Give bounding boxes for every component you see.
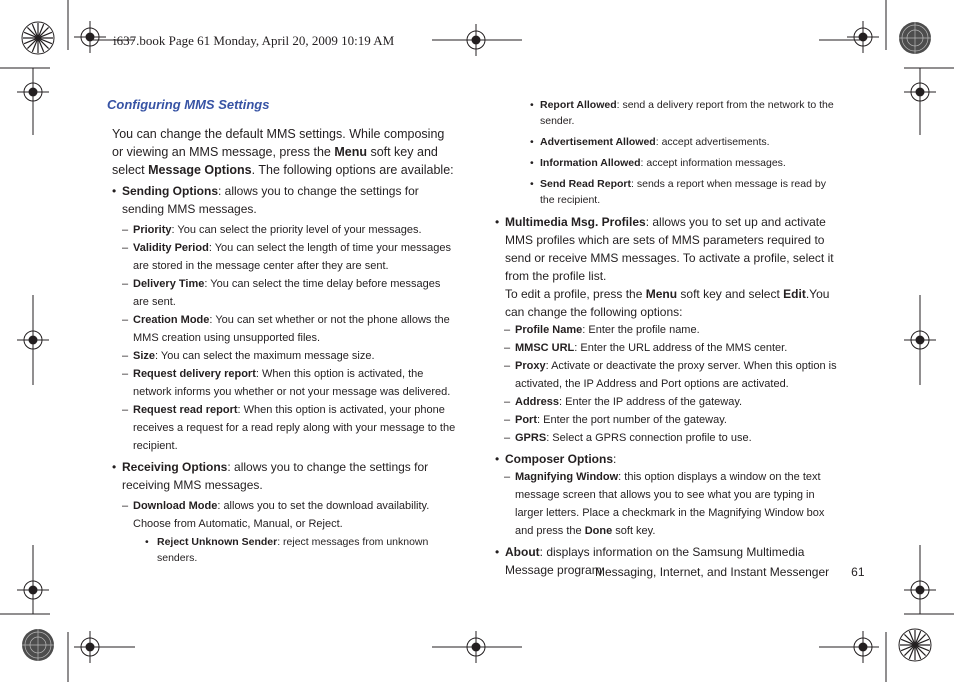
validity-period-item: – Validity Period: You can select the length of time your messages are stored in the message center after they are sent. — [107, 239, 457, 275]
magnifying-window-item: – Magnifying Window: this option displays a window on the text message screen that allows you to see what you are typing in larger letters. Place a checkmark in the Magnifying Window box and press the Done soft key. — [495, 468, 840, 540]
page-number: 61 — [851, 565, 865, 579]
receiving-options-item: • Receiving Options: allows you to change the settings for receiving MMS messages. — [107, 458, 457, 494]
request-read-report-item: – Request read report: When this option is activated, your phone receives a request for a read reply along with your message to the recipient. — [107, 401, 457, 455]
section-title: Configuring MMS Settings — [107, 97, 270, 112]
report-allowed-item: • Report Allowed: send a delivery report from the network to the sender. — [495, 97, 840, 129]
proxy-item: – Proxy: Activate or deactivate the proxy server. When this option is activated, the IP Address and Port options are activated. — [495, 357, 840, 393]
sending-options-item: • Sending Options: allows you to change the settings for sending MMS messages. — [107, 182, 457, 218]
mmsc-url-item: – MMSC URL: Enter the URL address of the MMS center. — [495, 339, 840, 357]
about-item: • About: displays information on the Samsung Multimedia Message program. — [495, 543, 840, 579]
address-item: – Address: Enter the IP address of the gateway. — [495, 393, 840, 411]
mms-profiles-item: • Multimedia Msg. Profiles: allows you to set up and activate MMS profiles which are sets of MMS parameters required to send or receive MMS messages. To activate a profile, select it from the profile list. — [495, 213, 840, 285]
request-delivery-report-item: – Request delivery report: When this option is activated, the network informs you whether or not your message was delivered. — [107, 365, 457, 401]
gprs-item: – GPRS: Select a GPRS connection profile to use. — [495, 429, 840, 447]
size-item: – Size: You can select the maximum message size. — [107, 347, 457, 365]
print-header: i637.book Page 61 Monday, April 20, 2009 10:19 AM — [113, 33, 395, 48]
send-read-report-item: • Send Read Report: sends a report when message is read by the recipient. — [495, 176, 840, 208]
footer-chapter: Messaging, Internet, and Instant Messenger — [595, 565, 830, 579]
priority-item: – Priority: You can select the priority level of your messages. — [107, 221, 457, 239]
composer-options-item: • Composer Options: — [495, 450, 840, 468]
page-footer — [595, 565, 865, 579]
reject-unknown-sender-item: • Reject Unknown Sender: reject messages from unknown senders. — [107, 534, 457, 566]
download-mode-item: – Download Mode: allows you to set the download availability. Choose from Automatic, Manual, or Reject. — [107, 497, 457, 533]
right-column — [495, 97, 840, 582]
left-column — [107, 97, 457, 569]
port-item: – Port: Enter the port number of the gateway. — [495, 411, 840, 429]
information-allowed-item: • Information Allowed: accept information messages. — [495, 155, 840, 171]
delivery-time-item: – Delivery Time: You can select the time delay before messages are sent. — [107, 275, 457, 311]
advertisement-allowed-item: • Advertisement Allowed: accept advertisements. — [495, 134, 840, 150]
profile-name-item: – Profile Name: Enter the profile name. — [495, 321, 840, 339]
intro-paragraph: You can change the default MMS settings. While composing or viewing an MMS message, press the Menu soft key and select Message Options. The following options are available: — [112, 127, 454, 177]
profile-edit-instructions: To edit a profile, press the Menu soft key and select Edit.You can change the following options: — [505, 287, 830, 319]
creation-mode-item: – Creation Mode: You can set whether or not the phone allows the MMS creation using unsupported files. — [107, 311, 457, 347]
